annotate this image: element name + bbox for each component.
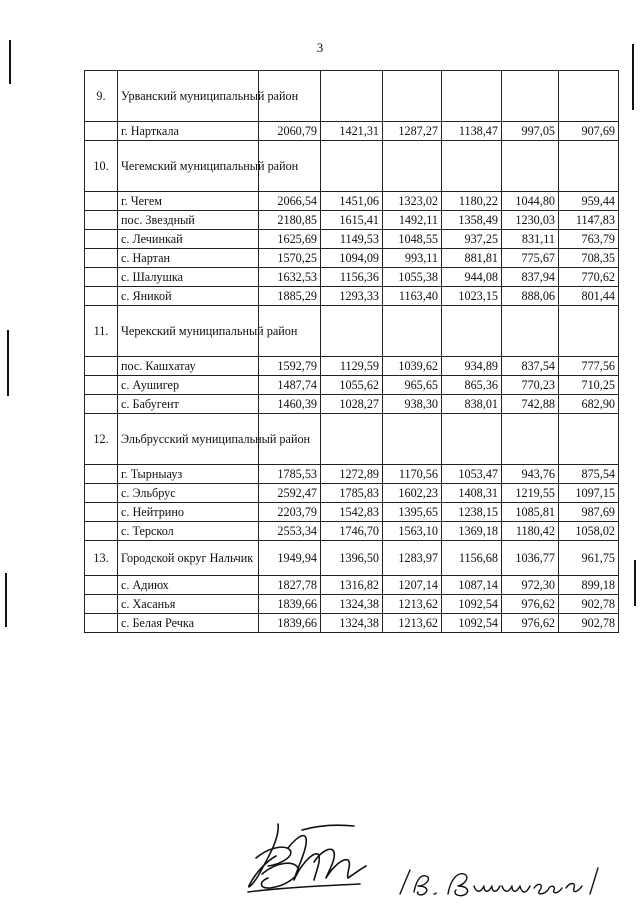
settlement-name: г. Чегем	[118, 192, 259, 211]
price-value: 1097,15	[559, 484, 619, 503]
price-value: 2592,47	[259, 484, 321, 503]
price-value: 837,54	[502, 357, 559, 376]
price-value: 1542,83	[321, 503, 383, 522]
district-name: Эльбрусский муниципальный район	[118, 414, 259, 465]
price-value: 1170,56	[383, 465, 442, 484]
settlement-name: г. Нарткала	[118, 122, 259, 141]
price-value: 1602,23	[383, 484, 442, 503]
price-value: 1092,54	[442, 595, 502, 614]
price-value: 1094,09	[321, 249, 383, 268]
price-value: 1156,68	[442, 541, 502, 576]
price-value: 770,62	[559, 268, 619, 287]
price-value: 1129,59	[321, 357, 383, 376]
row-number	[85, 122, 118, 141]
price-value: 1085,81	[502, 503, 559, 522]
price-value: 1207,14	[383, 576, 442, 595]
price-value	[442, 71, 502, 122]
right-margin-mark	[632, 44, 634, 110]
price-value: 2180,85	[259, 211, 321, 230]
district-name: Урванский муниципальный район	[118, 71, 259, 122]
table-row	[85, 522, 619, 541]
district-name: Черекский муниципальный район	[118, 306, 259, 357]
price-value	[383, 414, 442, 465]
price-value: 1632,53	[259, 268, 321, 287]
price-value: 1180,22	[442, 192, 502, 211]
table-row	[85, 249, 619, 268]
row-number	[85, 614, 118, 633]
row-number	[85, 376, 118, 395]
price-value: 1949,94	[259, 541, 321, 576]
left-margin-mark	[5, 573, 7, 627]
row-number	[85, 576, 118, 595]
table-row	[85, 192, 619, 211]
price-value: 938,30	[383, 395, 442, 414]
price-value: 763,79	[559, 230, 619, 249]
row-number: 12.	[85, 414, 118, 465]
price-value: 1827,78	[259, 576, 321, 595]
row-number: 11.	[85, 306, 118, 357]
price-value: 1149,53	[321, 230, 383, 249]
row-number	[85, 357, 118, 376]
table-row	[85, 576, 619, 595]
price-value	[442, 141, 502, 192]
price-value: 1283,97	[383, 541, 442, 576]
price-value: 1323,02	[383, 192, 442, 211]
price-value: 1044,80	[502, 192, 559, 211]
price-value: 1358,49	[442, 211, 502, 230]
price-value: 1023,15	[442, 287, 502, 306]
price-value: 1293,33	[321, 287, 383, 306]
price-value: 1492,11	[383, 211, 442, 230]
price-value: 1625,69	[259, 230, 321, 249]
settlement-name: с. Шалушка	[118, 268, 259, 287]
settlement-name: с. Терскол	[118, 522, 259, 541]
price-value: 881,81	[442, 249, 502, 268]
row-number	[85, 211, 118, 230]
group-header-row	[85, 141, 619, 192]
price-value: 1087,14	[442, 576, 502, 595]
table-row	[85, 287, 619, 306]
table-row	[85, 357, 619, 376]
price-value	[559, 414, 619, 465]
price-value: 888,06	[502, 287, 559, 306]
price-value: 976,62	[502, 614, 559, 633]
price-value	[383, 306, 442, 357]
price-value: 997,05	[502, 122, 559, 141]
row-number	[85, 192, 118, 211]
row-number	[85, 287, 118, 306]
price-value: 831,11	[502, 230, 559, 249]
row-number: 9.	[85, 71, 118, 122]
table-row	[85, 395, 619, 414]
price-value: 1746,70	[321, 522, 383, 541]
settlement-name: с. Эльбрус	[118, 484, 259, 503]
price-value: 1055,38	[383, 268, 442, 287]
price-value: 2066,54	[259, 192, 321, 211]
district-name: Чегемский муниципальный район	[118, 141, 259, 192]
row-number	[85, 465, 118, 484]
price-value: 875,54	[559, 465, 619, 484]
price-value	[321, 414, 383, 465]
price-value: 1287,27	[383, 122, 442, 141]
price-value: 1213,62	[383, 614, 442, 633]
price-value: 1053,47	[442, 465, 502, 484]
signature	[238, 818, 378, 898]
price-value	[559, 306, 619, 357]
settlement-name: с. Яникой	[118, 287, 259, 306]
price-table	[84, 70, 619, 633]
settlement-name: с. Бабугент	[118, 395, 259, 414]
price-value	[321, 141, 383, 192]
settlement-name: с. Нейтрино	[118, 503, 259, 522]
price-value	[559, 71, 619, 122]
price-value: 770,23	[502, 376, 559, 395]
row-number	[85, 249, 118, 268]
page-number: 3	[316, 40, 324, 55]
price-value: 1147,83	[559, 211, 619, 230]
settlement-name: пос. Звездный	[118, 211, 259, 230]
price-value: 775,67	[502, 249, 559, 268]
price-value: 1180,42	[502, 522, 559, 541]
price-value: 1055,62	[321, 376, 383, 395]
price-value: 1272,89	[321, 465, 383, 484]
group-header-row	[85, 541, 619, 576]
price-value: 1230,03	[502, 211, 559, 230]
table-row	[85, 376, 619, 395]
price-value: 907,69	[559, 122, 619, 141]
price-value: 943,76	[502, 465, 559, 484]
price-value: 1219,55	[502, 484, 559, 503]
price-value	[502, 141, 559, 192]
price-value: 961,75	[559, 541, 619, 576]
left-margin-mark	[7, 330, 9, 396]
row-number	[85, 395, 118, 414]
price-value: 1460,39	[259, 395, 321, 414]
price-value	[383, 141, 442, 192]
price-value: 1156,36	[321, 268, 383, 287]
price-value: 777,56	[559, 357, 619, 376]
price-value: 1487,74	[259, 376, 321, 395]
settlement-name: пос. Кашхатау	[118, 357, 259, 376]
price-value: 1039,62	[383, 357, 442, 376]
price-value: 987,69	[559, 503, 619, 522]
table-row	[85, 268, 619, 287]
price-value: 1408,31	[442, 484, 502, 503]
price-value: 838,01	[442, 395, 502, 414]
price-value: 937,25	[442, 230, 502, 249]
price-value: 1316,82	[321, 576, 383, 595]
price-value: 865,36	[442, 376, 502, 395]
price-value	[383, 71, 442, 122]
row-number	[85, 595, 118, 614]
price-value: 1213,62	[383, 595, 442, 614]
price-value: 2203,79	[259, 503, 321, 522]
row-number	[85, 230, 118, 249]
price-value: 710,25	[559, 376, 619, 395]
settlement-name: с. Аушигер	[118, 376, 259, 395]
price-value	[321, 306, 383, 357]
price-value: 1421,31	[321, 122, 383, 141]
table-row	[85, 230, 619, 249]
price-value: 1028,27	[321, 395, 383, 414]
table-row	[85, 211, 619, 230]
row-number	[85, 522, 118, 541]
settlement-name: с. Нартан	[118, 249, 259, 268]
table-row	[85, 595, 619, 614]
settlement-name: с. Лечинкай	[118, 230, 259, 249]
price-value	[321, 71, 383, 122]
table-row	[85, 484, 619, 503]
settlement-name: с. Адиюх	[118, 576, 259, 595]
price-value: 1048,55	[383, 230, 442, 249]
price-value: 1395,65	[383, 503, 442, 522]
price-value: 1138,47	[442, 122, 502, 141]
price-value: 2553,34	[259, 522, 321, 541]
price-value: 1451,06	[321, 192, 383, 211]
group-header-row	[85, 306, 619, 357]
table-row	[85, 614, 619, 633]
settlement-name: г. Тырныауз	[118, 465, 259, 484]
price-value: 944,08	[442, 268, 502, 287]
price-value: 1092,54	[442, 614, 502, 633]
price-value	[502, 71, 559, 122]
price-value: 993,11	[383, 249, 442, 268]
price-value	[502, 414, 559, 465]
price-value: 1238,15	[442, 503, 502, 522]
price-value: 1885,29	[259, 287, 321, 306]
price-value: 1615,41	[321, 211, 383, 230]
price-value: 1036,77	[502, 541, 559, 576]
row-number: 13.	[85, 541, 118, 576]
price-value	[442, 306, 502, 357]
price-value: 902,78	[559, 614, 619, 633]
row-number: 10.	[85, 141, 118, 192]
left-margin-mark	[9, 40, 11, 84]
price-value: 899,18	[559, 576, 619, 595]
price-value: 801,44	[559, 287, 619, 306]
district-name: Городской округ Нальчик	[118, 541, 259, 576]
price-value: 837,94	[502, 268, 559, 287]
price-value: 682,90	[559, 395, 619, 414]
row-number	[85, 268, 118, 287]
table-row	[85, 503, 619, 522]
price-value: 934,89	[442, 357, 502, 376]
price-value	[559, 141, 619, 192]
price-value	[502, 306, 559, 357]
group-header-row	[85, 71, 619, 122]
price-value: 1163,40	[383, 287, 442, 306]
price-value: 1592,79	[259, 357, 321, 376]
price-value: 1563,10	[383, 522, 442, 541]
price-value: 1396,50	[321, 541, 383, 576]
price-value: 1785,83	[321, 484, 383, 503]
settlement-name: с. Хасанья	[118, 595, 259, 614]
right-margin-mark	[634, 560, 636, 606]
price-value	[442, 414, 502, 465]
price-value: 1839,66	[259, 595, 321, 614]
price-value: 959,44	[559, 192, 619, 211]
price-value: 972,30	[502, 576, 559, 595]
group-header-row	[85, 414, 619, 465]
row-number	[85, 503, 118, 522]
price-value: 1058,02	[559, 522, 619, 541]
row-number	[85, 484, 118, 503]
price-value: 1324,38	[321, 614, 383, 633]
price-value: 1785,53	[259, 465, 321, 484]
price-value: 1570,25	[259, 249, 321, 268]
price-value: 976,62	[502, 595, 559, 614]
price-value: 965,65	[383, 376, 442, 395]
handwritten-name	[396, 864, 601, 900]
settlement-name: с. Белая Речка	[118, 614, 259, 633]
price-value: 1369,18	[442, 522, 502, 541]
price-value: 708,35	[559, 249, 619, 268]
price-value: 1839,66	[259, 614, 321, 633]
table-row	[85, 465, 619, 484]
price-value: 902,78	[559, 595, 619, 614]
price-value: 2060,79	[259, 122, 321, 141]
table-row	[85, 122, 619, 141]
price-value: 742,88	[502, 395, 559, 414]
price-value: 1324,38	[321, 595, 383, 614]
